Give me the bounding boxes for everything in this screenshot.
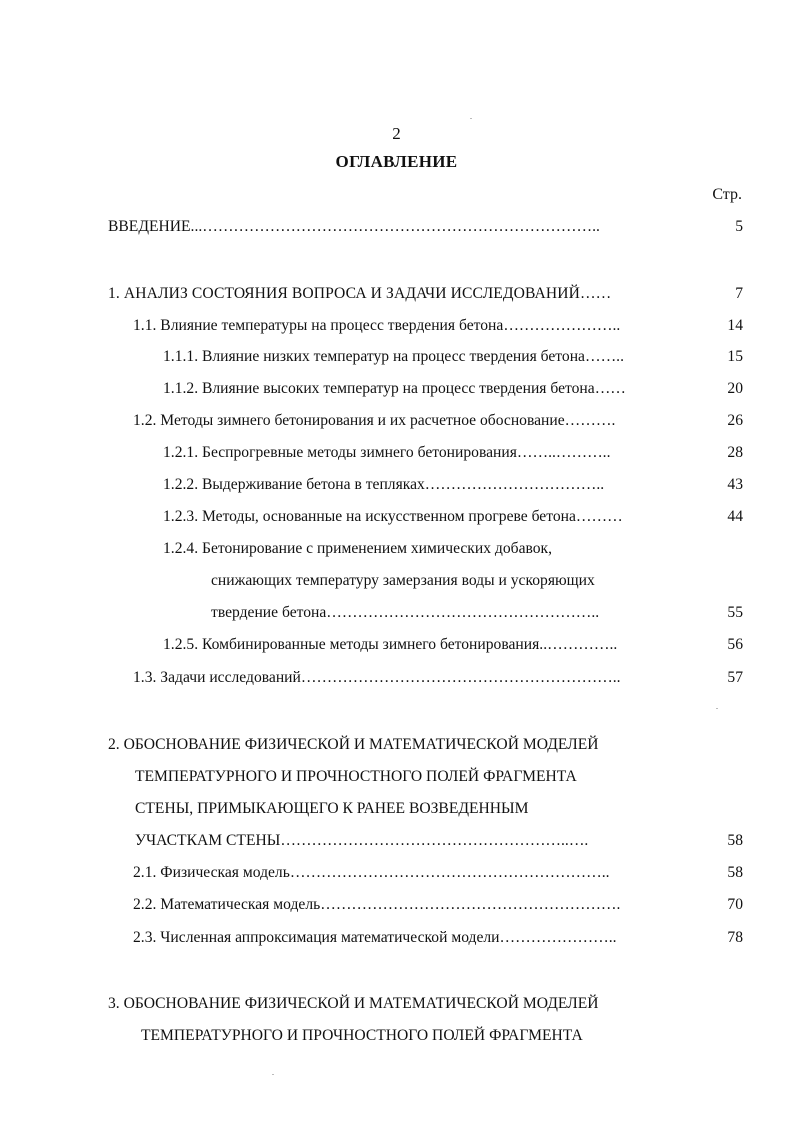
toc-page-number: 28 <box>727 444 743 461</box>
toc-page-number: 78 <box>727 929 743 946</box>
toc-page-number: 57 <box>727 669 743 686</box>
toc-entry-1-2-1[interactable] <box>163 441 743 465</box>
toc-entry-last-line <box>211 601 743 625</box>
toc-page-number: 7 <box>735 285 743 302</box>
toc-page-number: 20 <box>727 380 743 397</box>
scan-speck <box>716 708 718 709</box>
page-title: ОГЛАВЛЕНИЕ <box>335 152 458 171</box>
page-number: 2 <box>392 124 401 143</box>
toc-leader-dots: …………………………….. <box>424 476 605 493</box>
toc-leader-dots: …… <box>579 285 612 302</box>
toc-leader-dots: ……… <box>575 508 623 525</box>
toc-entry-1-3[interactable] <box>133 666 743 690</box>
toc-leader-dots: ……..……….. <box>516 444 611 461</box>
toc-entry-text: 1.2.2. Выдерживание бетона в тепляках <box>163 476 425 493</box>
toc-entry-2-1[interactable] <box>133 861 743 885</box>
toc-entry-2-3[interactable] <box>133 926 743 950</box>
toc-entry-1-2-2[interactable] <box>163 473 743 497</box>
toc-entry-text-continued: ТЕМПЕРАТУРНОГО И ПРОЧНОСТНОГО ПОЛЕЙ ФРАГМЕНТА <box>135 768 577 785</box>
toc-page-number: 44 <box>727 508 743 525</box>
toc-leader-dots: ..………….. <box>539 636 618 653</box>
toc-entry-chapter-1[interactable] <box>108 282 743 306</box>
toc-entry-text-continued: ТЕМПЕРАТУРНОГО И ПРОЧНОСТНОГО ПОЛЕЙ ФРАГМЕНТА <box>141 1027 583 1044</box>
toc-leader-dots: …….. <box>584 348 624 365</box>
toc-entry-text: 1.2.4. Бетонирование с применением химических добавок, <box>163 540 553 557</box>
toc-leader-dots: …………………………………………………….. <box>289 864 610 881</box>
toc-entry-1-2-3[interactable] <box>163 505 743 529</box>
toc-entry-1-1-1[interactable] <box>163 345 743 369</box>
toc-leader-dots: ...………………………………………………………………….. <box>190 218 600 235</box>
toc-entry-text: 1.3. Задачи исследований <box>133 669 301 686</box>
toc-leader-dots: …………………………………………………….. <box>300 669 621 686</box>
toc-entry-text: 3. ОБОСНОВАНИЕ ФИЗИЧЕСКОЙ И МАТЕМАТИЧЕСКОЙ МОДЕЛЕЙ <box>108 995 599 1012</box>
toc-leader-dots: …………………………………………………. <box>320 896 621 913</box>
toc-entry-text-continued: твердение бетона <box>211 604 327 621</box>
toc-entry-text: 1.2.1. Беспрогревные методы зимнего бетонирования <box>163 444 517 461</box>
toc-page-number: 70 <box>727 896 743 913</box>
toc-leader-dots: ………. <box>564 412 616 429</box>
toc-entry-intro[interactable] <box>108 215 743 239</box>
toc-entry-last-line <box>135 829 743 853</box>
toc-entry-text: 2.3. Численная аппроксимация математической модели <box>133 929 500 946</box>
toc-entry-text: 1.2. Методы зимнего бетонирования и их расчетное обоснование <box>133 412 565 429</box>
toc-entry-text: 1.2.5. Комбинированные методы зимнего бетонирования <box>163 636 540 653</box>
toc-page-number: 43 <box>727 476 743 493</box>
toc-entry-text: 1.2.3. Методы, основанные на искусственном прогреве бетона <box>163 508 576 525</box>
toc-page-number: 5 <box>735 218 743 235</box>
toc-leader-dots: ………………….. <box>503 317 621 334</box>
toc-page-number: 55 <box>727 604 743 621</box>
toc-leader-dots: …………………………………………….. <box>326 604 600 621</box>
toc-entry-text: 2.2. Математическая модель <box>133 896 321 913</box>
toc-leader-dots: ………………………………………………..…. <box>280 832 589 849</box>
toc-page-number: 26 <box>727 412 743 429</box>
toc-page-number: 56 <box>727 636 743 653</box>
toc-leader-dots: …… <box>594 380 626 397</box>
toc-entry-text-continued: снижающих температуру замерзания воды и ускоряющих <box>211 572 595 589</box>
toc-entry-text: 2. ОБОСНОВАНИЕ ФИЗИЧЕСКОЙ И МАТЕМАТИЧЕСКОЙ МОДЕЛЕЙ <box>108 736 599 753</box>
toc-entry-text-continued: УЧАСТКАМ СТЕНЫ <box>135 832 281 849</box>
toc-entry-text: 1. АНАЛИЗ СОСТОЯНИЯ ВОПРОСА И ЗАДАЧИ ИССЛЕДОВАНИЙ <box>108 285 580 302</box>
toc-entry-text: 1.1.1. Влияние низких температур на процесс твердения бетона <box>163 348 585 365</box>
scan-speck <box>470 118 472 119</box>
toc-entry-text: 1.1. Влияние температуры на процесс твердения бетона <box>133 317 504 334</box>
toc-page-number: 58 <box>727 864 743 881</box>
toc-entry-text: ВВЕДЕНИЕ <box>108 218 191 235</box>
toc-entry-text-continued: СТЕНЫ, ПРИМЫКАЮЩЕГО К РАНЕЕ ВОЗВЕДЕННЫМ <box>135 800 529 817</box>
toc-entry-text: 1.1.2. Влияние высоких температур на процесс твердения бетона <box>163 380 595 397</box>
toc-entry-text: 2.1. Физическая модель <box>133 864 290 881</box>
toc-page-number: 14 <box>727 317 743 334</box>
toc-entry-1-2[interactable] <box>133 409 743 433</box>
scan-speck <box>272 1074 274 1075</box>
toc-entry-1-1-2[interactable] <box>163 377 743 401</box>
toc-page-number: 15 <box>727 348 743 365</box>
toc-entry-1-2-5[interactable] <box>163 633 743 657</box>
toc-entry-1-1[interactable] <box>133 314 743 338</box>
page-column-label: Стр. <box>712 186 742 203</box>
toc-page-number: 58 <box>727 832 743 849</box>
toc-leader-dots: ………………….. <box>499 929 617 946</box>
toc-entry-2-2[interactable] <box>133 893 743 917</box>
